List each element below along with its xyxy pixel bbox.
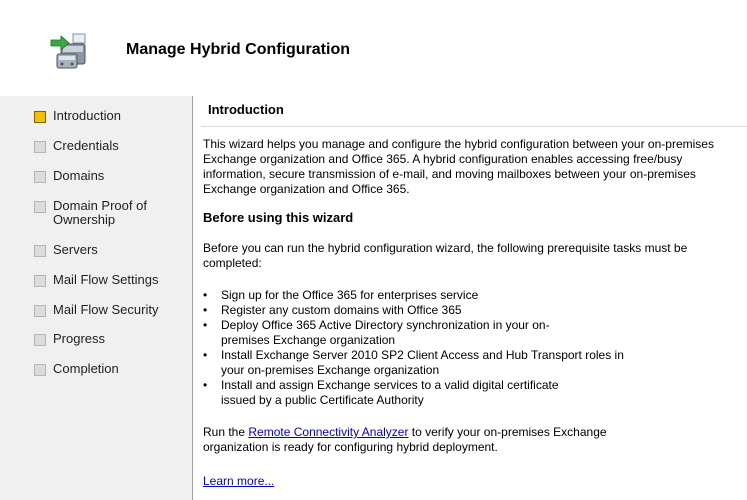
step-completion[interactable] bbox=[34, 362, 119, 376]
list-item-text: Install and assign Exchange services to a valid digital certificate issued by a public Certificate Authority bbox=[221, 378, 559, 407]
analyzer-prefix: Run the bbox=[203, 425, 249, 439]
step-label: Mail Flow Security bbox=[53, 302, 159, 317]
list-item-text: Deploy Office 365 Active Directory synchronization in your on-premises Exchange organization bbox=[221, 318, 550, 347]
step-label: Domain Proof of Ownership bbox=[53, 198, 147, 227]
step-bullet-icon bbox=[34, 245, 46, 257]
list-item bbox=[203, 288, 733, 303]
list-item bbox=[203, 318, 563, 348]
before-text: Before you can run the hybrid configuration wizard, the following prerequisite tasks must be completed: bbox=[203, 241, 688, 270]
step-label: Progress bbox=[53, 331, 106, 346]
step-bullet-icon bbox=[34, 111, 46, 123]
step-bullet-icon bbox=[34, 201, 46, 213]
step-credentials[interactable] bbox=[34, 139, 119, 153]
list-item-text: Register any custom domains with Office 365 bbox=[221, 303, 462, 317]
content-title: Introduction bbox=[208, 102, 284, 117]
step-bullet-icon bbox=[34, 171, 46, 183]
wizard-content bbox=[193, 96, 747, 500]
step-mail-flow-settings[interactable] bbox=[34, 273, 158, 287]
step-progress[interactable] bbox=[34, 332, 105, 346]
list-item bbox=[203, 303, 733, 318]
list-item-text: Install Exchange Server 2010 SP2 Client Access and Hub Transport roles in your on-premises Exchange organization bbox=[221, 348, 624, 377]
step-label: Completion bbox=[53, 361, 119, 376]
remote-connectivity-analyzer-link[interactable]: Remote Connectivity Analyzer bbox=[248, 425, 409, 439]
step-domains[interactable] bbox=[34, 169, 104, 183]
learn-more-link[interactable]: Learn more... bbox=[203, 474, 275, 488]
wizard-body bbox=[0, 96, 747, 500]
bullet-dot: • bbox=[203, 318, 208, 332]
bullet-dot: • bbox=[203, 378, 208, 392]
list-item-text: Sign up for the Office 365 for enterprises service bbox=[221, 288, 479, 302]
list-item bbox=[203, 348, 643, 378]
wizard-title: Manage Hybrid Configuration bbox=[126, 41, 350, 58]
wizard-header bbox=[0, 0, 747, 96]
analyzer-suffix: to verify your on-premises Exchange organization is ready for configuring hybrid deployment. bbox=[203, 425, 607, 454]
bullet-dot: • bbox=[203, 288, 208, 302]
step-bullet-icon bbox=[34, 334, 46, 346]
prerequisite-list bbox=[203, 288, 733, 408]
bullet-dot: • bbox=[203, 348, 208, 362]
analyzer-text bbox=[203, 425, 663, 455]
before-heading: Before using this wizard bbox=[203, 210, 354, 225]
step-label: Mail Flow Settings bbox=[53, 272, 159, 287]
step-mail-flow-security[interactable] bbox=[34, 303, 158, 317]
list-item bbox=[203, 378, 588, 408]
step-label: Introduction bbox=[53, 108, 121, 123]
step-bullet-icon bbox=[34, 141, 46, 153]
step-bullet-icon bbox=[34, 305, 46, 317]
step-domain-proof-of-ownership[interactable] bbox=[34, 199, 164, 227]
step-label: Domains bbox=[53, 168, 105, 183]
title-divider bbox=[201, 126, 747, 127]
step-label: Credentials bbox=[53, 138, 119, 153]
learn-more-container bbox=[203, 474, 723, 489]
step-introduction[interactable] bbox=[34, 109, 121, 123]
hybrid-config-wizard-icon bbox=[47, 30, 91, 74]
intro-text: This wizard helps you manage and configure the hybrid configuration between your on-premises Exchange organization and Office 365. A hybrid configuration enables accessing free/busy information, secure transmission of e-mail, and moving mailboxes between your on-premises Exchange organization and Office 365. bbox=[203, 137, 714, 196]
step-bullet-icon bbox=[34, 275, 46, 287]
step-label: Servers bbox=[53, 242, 98, 257]
step-servers[interactable] bbox=[34, 243, 98, 257]
step-bullet-icon bbox=[34, 364, 46, 376]
wizard-steps-nav bbox=[0, 96, 192, 500]
bullet-dot: • bbox=[203, 303, 208, 317]
